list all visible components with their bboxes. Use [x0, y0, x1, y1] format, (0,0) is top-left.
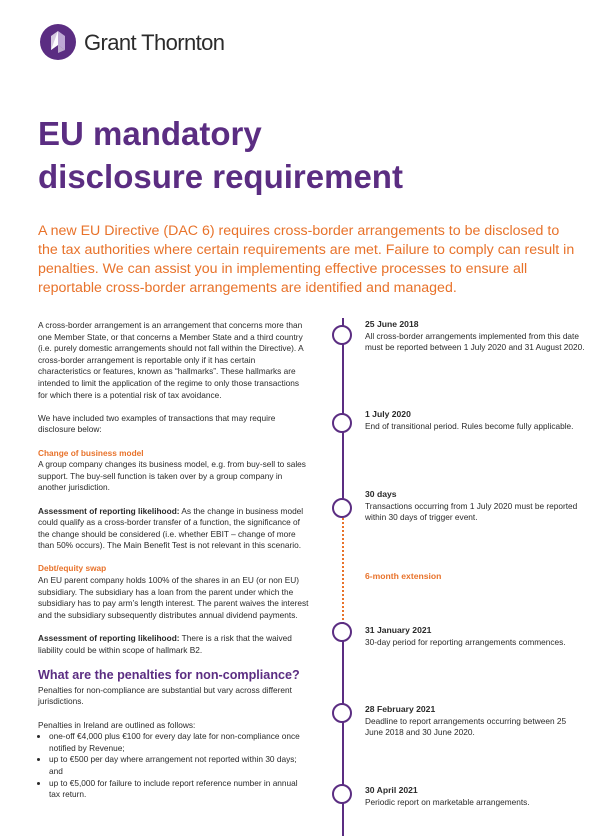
timeline-item	[365, 409, 585, 432]
example-2-body: An EU parent company holds 100% of the shares in an EU (or non EU) subsidiary. The subsidiary has a loan from the parent under which the subsidiary has to pay arm’s length interest. The parent waives the interest and the subsidiary subsequently distributes annual dividend payments.	[38, 575, 309, 620]
penalties-paragraph: Penalties for non-compliance are substantial but vary across different jurisdictions.	[38, 684, 292, 707]
timeline-date: 1 July 2020	[365, 409, 411, 419]
penalties-heading: What are the penalties for non-compliance?	[38, 667, 300, 682]
timeline-text: End of transitional period. Rules become fully applicable.	[365, 420, 574, 431]
example-1-assessment	[38, 506, 310, 552]
extension-label: 6-month extension	[365, 571, 442, 581]
intro-paragraph: A new EU Directive (DAC 6) requires cross-border arrangements to be disclosed to the tax authorities where certain requirements are met. Failure to comply can result in penalties. We can assist you in implementing effective processes to ensure all reportable cross-border arrangements are identified and managed.	[38, 223, 575, 296]
timeline-date: 31 January 2021	[365, 625, 432, 635]
timeline-node	[332, 622, 352, 642]
example-2-assessment	[38, 633, 310, 656]
definition-paragraph: A cross-border arrangement is an arrangement that concerns more than one Member State, or that concerns a Member State and a third country (i.e. purely domestic arrangements should not fall within the Directive). A cross-border arrangement is reportable only if it has certain characteristics or features, known as “hallmarks”. These hallmarks are intended to limit the application of the regime to only those transactions for which there is a potential risk of tax avoidance.	[38, 320, 304, 400]
list-item: • up to €500 per day where arrangement not reported within 30 days; and	[49, 754, 310, 777]
timeline-item	[365, 319, 585, 354]
assessment-text: There is a risk that the waived liability could be within scope of hallmark B2.	[38, 633, 292, 655]
assessment-label: Assessment of reporting likelihood:	[38, 633, 180, 644]
title-line-1: EU mandatory	[38, 115, 262, 152]
timeline-date: 30 April 2021	[365, 785, 418, 795]
example-1-body: A group company changes its business model, e.g. from buy-sell to sales support. The buy-sell function is taken over by a group company in another jurisdiction.	[38, 459, 306, 493]
timeline-item	[365, 785, 585, 808]
examples-intro: We have included two examples of transactions that may require disclosure below:	[38, 412, 276, 435]
timeline-node	[332, 784, 352, 804]
grant-thornton-logo-icon	[38, 22, 78, 62]
list-item: • up to €5,000 for failure to include report reference number in annual tax return.	[49, 778, 310, 801]
page-title	[38, 112, 558, 198]
assessment-label: Assessment of reporting likelihood:	[38, 505, 180, 516]
assessment-text: As the change in business model could qualify as a cross-border transfer of a function, the significance of the change should be considered (i.e. whether EBIT – change of more than 50% occurs). The Main Benefit Test is not relevant in this scenario.	[38, 505, 304, 551]
timeline-node	[332, 703, 352, 723]
timeline-node	[332, 498, 352, 518]
timeline-date: 28 February 2021	[365, 704, 436, 714]
title-line-2: disclosure requirement	[38, 158, 403, 195]
timeline-date: 25 June 2018	[365, 319, 419, 329]
timeline-node	[332, 413, 352, 433]
brand-name: Grant Thornton	[84, 30, 225, 55]
timeline-item	[365, 625, 585, 648]
example-1-heading: Change of business model	[38, 447, 144, 458]
list-item: • one-off €4,000 plus €100 for every day late for non-compliance once notified by Revenue;	[49, 731, 310, 754]
penalties-ireland-intro: Penalties in Ireland are outlined as follows:	[38, 719, 196, 730]
timeline-item	[365, 704, 585, 739]
timeline-date: 30 days	[365, 489, 397, 499]
timeline-text: Deadline to report arrangements occurring between 25 June 2018 and 30 June 2020.	[365, 715, 567, 738]
penalties-list	[38, 731, 310, 801]
timeline-text: Periodic report on marketable arrangements.	[365, 796, 530, 807]
timeline-text: 30-day period for reporting arrangements commences.	[365, 636, 566, 647]
timeline-extension-dotted-line	[342, 518, 344, 620]
left-column	[38, 320, 310, 801]
timeline-node	[332, 325, 352, 345]
timeline-text: All cross-border arrangements implemented from this date must be reported between 1 July 2020 and 31 August 2020.	[365, 330, 585, 353]
example-2-heading: Debt/equity swap	[38, 563, 107, 574]
timeline-item	[365, 489, 585, 524]
timeline-text: Transactions occurring from 1 July 2020 must be reported within 30 days of trigger event.	[365, 500, 578, 523]
